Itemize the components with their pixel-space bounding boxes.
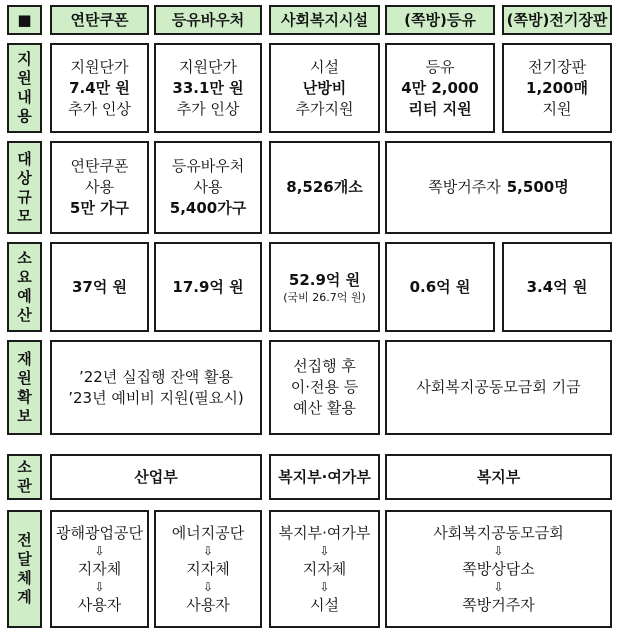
cell-line: 지원단가 <box>70 57 129 76</box>
down-arrow-icon: ⇩ <box>493 579 504 594</box>
header-jjokbang-electric-blanket <box>502 5 612 35</box>
cell-line: 지자체 <box>302 559 347 578</box>
down-arrow-icon: ⇩ <box>94 579 105 594</box>
label-char: 용 <box>17 107 32 125</box>
budget-cell-voucher <box>154 242 262 332</box>
cell-value: 산업부 <box>134 467 178 486</box>
cell-line: 5,400가구 <box>169 199 247 217</box>
cell-value: 5,500명 <box>506 178 569 196</box>
down-arrow-icon: ⇩ <box>202 579 214 594</box>
ministry-cell-welfare-gender <box>269 454 380 500</box>
cell-line: 에너지공단 <box>171 523 245 542</box>
cell-line: ’22년 실집행 잔액 활용 <box>78 367 234 386</box>
cell-line: 지원단가 <box>179 57 237 76</box>
cell-line: 추가 인상 <box>176 99 240 118</box>
funding-cell-jjokbang <box>385 340 612 435</box>
label-char: 대 <box>17 149 32 168</box>
label-char: 소 <box>17 458 32 476</box>
header-label: 연탄쿠폰 <box>70 10 129 29</box>
cell-value: 복지부 <box>476 467 521 486</box>
label-char: 재 <box>17 349 32 368</box>
cell-line: 시설 <box>310 595 339 614</box>
cell-value: 3.4억 원 <box>526 277 588 296</box>
cell-value: 0.6억 원 <box>409 277 471 296</box>
label-char: 예 <box>17 287 32 305</box>
ministry-cell-welfare <box>385 454 612 500</box>
cell-line: 4만 2,000 <box>401 78 479 97</box>
header-label: (쪽방)전기장판 <box>506 10 608 29</box>
label-char: 보 <box>17 406 32 425</box>
label-char: 모 <box>17 206 32 225</box>
cell-line: 사용 <box>193 178 223 196</box>
cell-line: 시설 <box>310 57 339 76</box>
cell-line: 사회복지공동모금회 기금 <box>416 378 581 396</box>
scale-cell-facility <box>269 141 380 234</box>
cell-line: 8,526개소 <box>286 178 363 196</box>
delivery-cell-coupon <box>50 510 149 628</box>
label-char: 요 <box>17 268 32 286</box>
cell-text: 쪽방거주자 <box>428 178 501 196</box>
row-label-delivery <box>7 510 42 628</box>
header-label: 사회복지시설 <box>281 10 368 29</box>
cell-line: 전기장판 <box>528 57 586 76</box>
label-char: 체 <box>17 569 32 587</box>
cell-line: 추가지원 <box>295 99 354 118</box>
cell-value: 17.9억 원 <box>172 277 244 296</box>
support-cell-jjokbang-kerosene <box>385 43 495 133</box>
cell-line: 사용자 <box>186 595 230 614</box>
cell-line: 연탄쿠폰 <box>70 157 129 175</box>
cell-line: 5만 가구 <box>69 199 130 217</box>
cell-line: 등유 <box>425 57 455 76</box>
delivery-cell-jjokbang <box>385 510 612 628</box>
cell-line: 지자체 <box>77 559 122 578</box>
ministry-cell-industry <box>50 454 262 500</box>
support-cell-voucher <box>154 43 262 133</box>
label-char: 산 <box>17 306 32 324</box>
label-char: 소 <box>17 249 32 267</box>
cell-value: 복지부·여가부 <box>278 467 371 486</box>
budget-cell-electric-blanket <box>502 242 612 332</box>
corner-marker <box>7 5 42 35</box>
cell-line: 쪽방상담소 <box>462 559 535 578</box>
cell-line: 이·전용 등 <box>290 378 359 396</box>
cell-line: 예산 활용 <box>293 399 356 417</box>
down-arrow-icon: ⇩ <box>202 543 214 558</box>
header-label: (쪽방)등유 <box>404 10 476 29</box>
header-welfare-facility <box>269 5 380 35</box>
cell-line: ’23년 예비비 지원(필요시) <box>68 388 244 407</box>
label-char: 계 <box>17 588 32 606</box>
delivery-cell-voucher <box>154 510 262 628</box>
cell-line: 쪽방거주자 <box>462 595 535 614</box>
cell-line: 사용 <box>85 178 114 196</box>
cell-line: 33.1만 원 <box>172 78 244 97</box>
header-jjokbang-kerosene <box>385 5 495 35</box>
label-char: 내 <box>17 88 32 106</box>
scale-cell-jjokbang <box>385 141 612 234</box>
label-char: 지 <box>17 50 32 68</box>
label-char: 원 <box>17 368 32 387</box>
row-label-budget <box>7 242 42 332</box>
cell-value: 52.9억 원 <box>288 270 361 289</box>
cell-value: 37억 원 <box>71 277 128 296</box>
scale-cell-voucher <box>154 141 262 234</box>
cell-line: 추가 인상 <box>68 99 131 118</box>
budget-cell-coupon <box>50 242 149 332</box>
cell-line: 리터 지원 <box>408 99 472 118</box>
cell-line: 선집행 후 <box>293 357 356 375</box>
support-cell-facility <box>269 43 380 133</box>
funding-cell-industry <box>50 340 262 435</box>
budget-cell-jjokbang-kerosene <box>385 242 495 332</box>
cell-line: 사용자 <box>77 595 122 614</box>
row-label-funding <box>7 340 42 435</box>
down-arrow-icon: ⇩ <box>493 543 504 558</box>
down-arrow-icon: ⇩ <box>319 543 330 558</box>
scale-cell-coupon <box>50 141 149 234</box>
label-char: 전 <box>17 531 32 549</box>
label-char: 원 <box>17 69 32 87</box>
label-char: 확 <box>17 387 32 406</box>
corner-square: ■ <box>17 10 32 29</box>
budget-cell-facility <box>269 242 380 332</box>
cell-line: 광해광업공단 <box>56 523 143 542</box>
cell-line: 지자체 <box>186 559 230 578</box>
header-label: 등유바우처 <box>171 10 245 29</box>
cell-line: 난방비 <box>302 78 347 97</box>
header-briquette-coupon <box>50 5 149 35</box>
row-label-ministry <box>7 454 42 500</box>
support-cell-electric-blanket <box>502 43 612 133</box>
row-label-support <box>7 43 42 133</box>
support-cell-coupon <box>50 43 149 133</box>
cell-line: 지원 <box>542 99 572 118</box>
cell-line: 복지부·여가부 <box>278 523 371 542</box>
label-char: 달 <box>17 550 32 568</box>
delivery-cell-facility <box>269 510 380 628</box>
row-label-scale <box>7 141 42 234</box>
cell-line: 1,200매 <box>526 78 588 97</box>
cell-note: (국비 26.7억 원) <box>283 290 366 304</box>
label-char: 관 <box>17 477 32 495</box>
cell-line: 사회복지공동모금회 <box>433 523 564 542</box>
funding-cell-facility <box>269 340 380 435</box>
header-kerosene-voucher <box>154 5 262 35</box>
label-char: 규 <box>17 187 32 206</box>
down-arrow-icon: ⇩ <box>94 543 105 558</box>
cell-line: 등유바우처 <box>171 157 245 175</box>
label-char: 상 <box>17 168 32 187</box>
cell-line: 7.4만 원 <box>69 78 130 97</box>
down-arrow-icon: ⇩ <box>319 579 330 594</box>
